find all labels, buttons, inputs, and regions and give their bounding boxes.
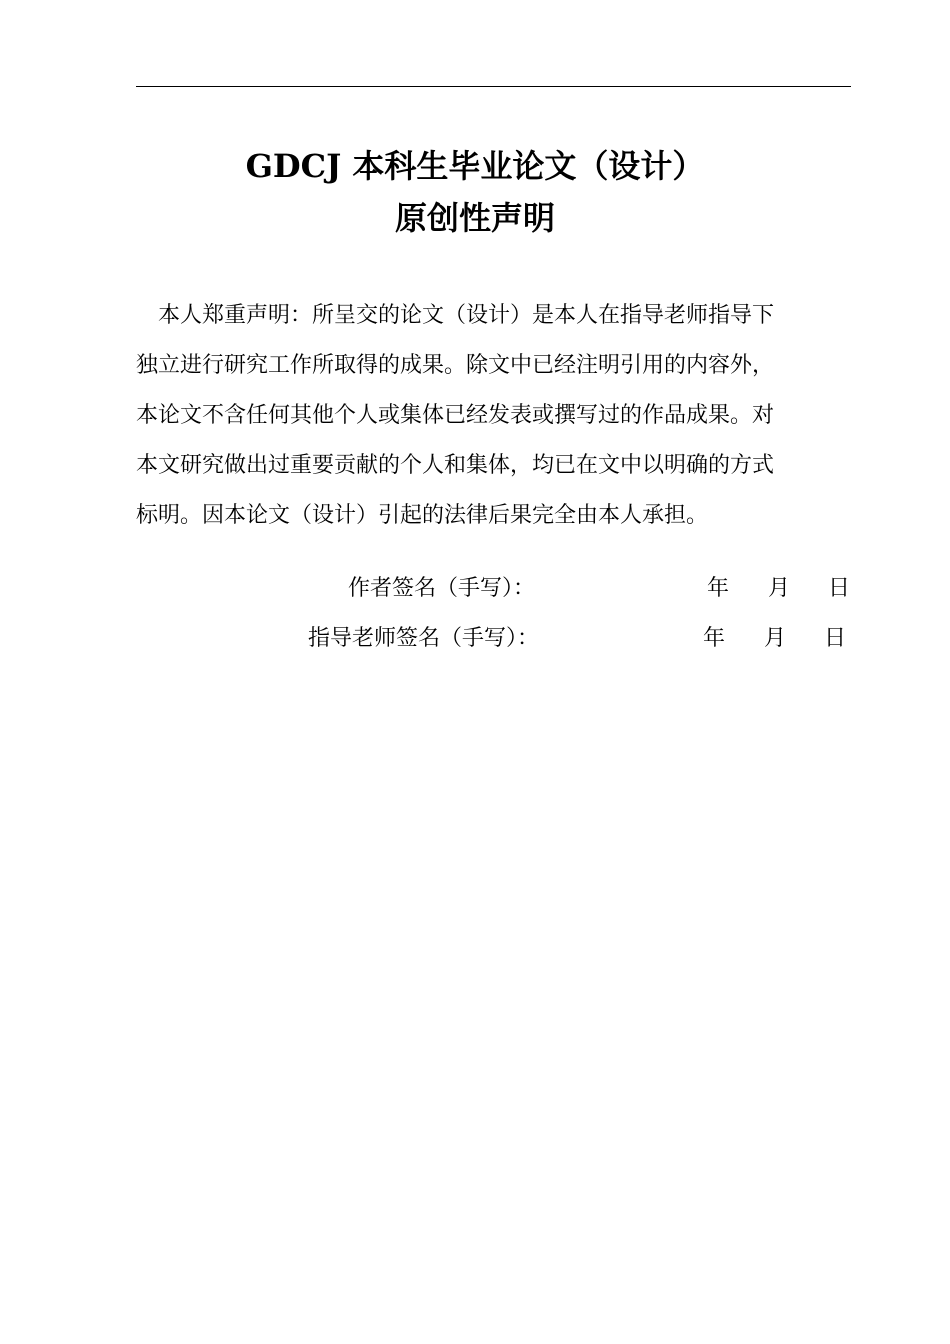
statement-line: 本人郑重声明：所呈交的论文（设计）是本人在指导老师指导下 (136, 303, 775, 328)
advisor-signature-label: 指导老师签名（手写）： (308, 626, 540, 651)
author-signature-label: 作者签名（手写）： (348, 576, 536, 601)
statement-line: 标明。因本论文（设计）引起的法律后果完全由本人承担。 (136, 503, 709, 528)
statement-line: 本文研究做出过重要贡献的个人和集体，均已在文中以明确的方式 (136, 453, 775, 478)
author-date-month: 月 (768, 576, 791, 601)
author-date-day: 日 (828, 576, 851, 601)
advisor-date-month: 月 (764, 626, 787, 651)
statement-line: 独立进行研究工作所取得的成果。除文中已经注明引用的内容外， (136, 353, 775, 378)
thesis-title: GDCJ 本科生毕业论文（设计） (245, 147, 705, 185)
statement-line: 本论文不含任何其他个人或集体已经发表或撰写过的作品成果。对 (136, 403, 775, 428)
author-date-year: 年 (707, 576, 730, 601)
advisor-date-year: 年 (703, 626, 726, 651)
advisor-date-day: 日 (824, 626, 847, 651)
header-rule (136, 86, 851, 87)
declaration-title: 原创性声明 (394, 199, 555, 237)
